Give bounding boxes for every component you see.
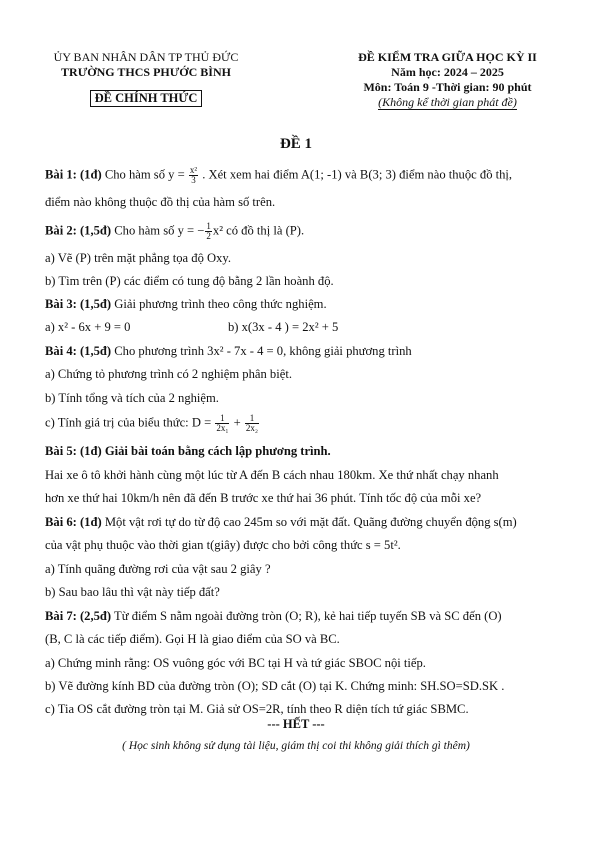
problem-2-text: Cho hàm số y = − bbox=[111, 223, 205, 238]
problem-2-label: Bài 2: (1,5đ) bbox=[45, 223, 112, 238]
problem-6-text: Một vật rơi tự do từ độ cao 245m so với mặt đất. Quãng đường chuyển động s(m) bbox=[101, 515, 517, 529]
fraction-x2-over-3 bbox=[189, 166, 198, 185]
problem-2-text-2: x² có đồ thị là (P). bbox=[212, 223, 305, 238]
problem-7-c: c) Tia OS cắt đường tròn tại M. Giả sử OS=2R, tính theo R diện tích tứ giác SBMC. bbox=[45, 702, 469, 716]
problem-4-line-1 bbox=[45, 343, 412, 359]
problem-1-label: Bài 1: (1đ) bbox=[45, 167, 102, 182]
district-name: ỦY BAN NHÂN DÂN TP THỦ ĐỨC bbox=[53, 50, 239, 64]
problem-6-line-2: của vật phụ thuộc vào thời gian t(giây) được cho bởi công thức s = 5t². bbox=[45, 538, 401, 552]
time-note: (Không kể thời gian phát đề) bbox=[378, 95, 517, 109]
problem-3-b: b) x(3x - 4 ) = 2x² + 5 bbox=[228, 320, 339, 334]
school-year: Năm học: 2024 – 2025 bbox=[391, 65, 504, 79]
problem-7-label: Bài 7: (2,5đ) bbox=[45, 609, 112, 623]
plus-sign: + bbox=[230, 415, 244, 430]
problem-4-c-text: c) Tính giá trị của biểu thức: D = bbox=[45, 415, 215, 430]
problem-3-label: Bài 3: (1,5đ) bbox=[45, 297, 112, 311]
problem-1-text-2: . Xét xem hai điểm A(1; -1) và B(3; 3) điểm nào thuộc đồ thị, bbox=[199, 167, 513, 182]
fraction-1-over-2 bbox=[205, 222, 212, 241]
fraction-1-over-2x1 bbox=[215, 414, 229, 433]
problem-7-line-2: (B, C là các tiếp điểm). Gọi H là giao điểm của SO và BC. bbox=[45, 632, 340, 646]
problem-3-a: a) x² - 6x + 9 = 0 bbox=[45, 320, 131, 334]
problem-5-line-1: Hai xe ô tô khởi hành cùng một lúc từ A đến B cách nhau 180km. Xe thứ nhất chạy nhanh bbox=[45, 468, 499, 482]
header-left bbox=[26, 50, 266, 107]
problem-4-b: b) Tính tổng và tích của 2 nghiệm. bbox=[45, 391, 219, 405]
problem-4-c bbox=[45, 414, 260, 433]
official-badge: ĐỀ CHÍNH THỨC bbox=[90, 90, 203, 107]
problem-5-label: Bài 5: (1đ) Giải bài toán bằng cách lập phương trình. bbox=[45, 444, 331, 458]
problem-4-label: Bài 4: (1,5đ) bbox=[45, 344, 112, 358]
problem-5-line-2: hơn xe thứ hai 10km/h nên đã đến B trước xe thứ hai 36 phút. Tính tốc độ của mỗi xe? bbox=[45, 491, 482, 505]
frac-num: 1 bbox=[206, 221, 211, 231]
problem-3-line-1 bbox=[45, 296, 327, 312]
problem-7-a: a) Chứng minh rằng: OS vuông góc với BC tại H và tứ giác SBOC nội tiếp. bbox=[45, 656, 426, 670]
frac-num: 1 bbox=[245, 414, 259, 424]
end-marker: --- HẾT --- bbox=[267, 717, 325, 731]
problem-6-a: a) Tính quãng đường rơi của vật sau 2 giây ? bbox=[45, 562, 271, 576]
subject-time: Môn: Toán 9 -Thời gian: 90 phút bbox=[363, 80, 532, 94]
problem-3-text: Giải phương trình theo công thức nghiệm. bbox=[111, 297, 327, 311]
problem-2-b: b) Tìm trên (P) các điểm có tung độ bằng 2 lần hoành độ. bbox=[45, 274, 334, 288]
problem-7-b: b) Vẽ đường kính BD của đường tròn (O); SD cắt (O) tại K. Chứng minh: SH.SO=SD.SK . bbox=[45, 679, 505, 693]
problem-2-a: a) Vẽ (P) trên mặt phẳng tọa độ Oxy. bbox=[45, 251, 232, 265]
footer-note: ( Học sinh không sử dụng tài liệu, giám thị coi thi không giải thích gì thêm) bbox=[122, 740, 470, 752]
exam-name: ĐỀ KIỂM TRA GIỮA HỌC KỲ II bbox=[358, 50, 537, 64]
school-name: TRƯỜNG THCS PHƯỚC BÌNH bbox=[61, 65, 231, 79]
problem-6-line-1 bbox=[45, 514, 517, 530]
frac-num: 1 bbox=[215, 414, 229, 424]
frac-den: 2x₂ bbox=[245, 423, 259, 433]
problem-1-text: Cho hàm số y = bbox=[101, 167, 188, 182]
frac-den: 3 bbox=[191, 175, 196, 185]
frac-den: 2x₁ bbox=[216, 423, 229, 433]
problem-4-a: a) Chứng tỏ phương trình có 2 nghiệm phân biệt. bbox=[45, 367, 292, 381]
problem-1-line-2: điểm nào không thuộc đồ thị của hàm số trên. bbox=[45, 195, 276, 209]
exam-title: ĐỀ 1 bbox=[279, 136, 313, 152]
problem-6-b: b) Sau bao lâu thì vật này tiếp đất? bbox=[45, 585, 220, 599]
frac-num: x² bbox=[189, 165, 198, 175]
problem-4-text: Cho phương trình 3x² - 7x - 4 = 0, không giải phương trình bbox=[111, 344, 412, 358]
frac-den: 2 bbox=[206, 231, 211, 241]
problem-7-line-1 bbox=[45, 608, 502, 624]
fraction-1-over-2x2 bbox=[245, 414, 259, 433]
problem-6-label: Bài 6: (1đ) bbox=[45, 515, 102, 529]
problem-1-line-1 bbox=[45, 166, 512, 185]
header-right bbox=[315, 50, 580, 110]
problem-2-line-1 bbox=[45, 222, 304, 241]
problem-7-text: Từ điểm S nằm ngoài đường tròn (O; R), kẻ hai tiếp tuyến SB và SC đến (O) bbox=[111, 609, 502, 623]
